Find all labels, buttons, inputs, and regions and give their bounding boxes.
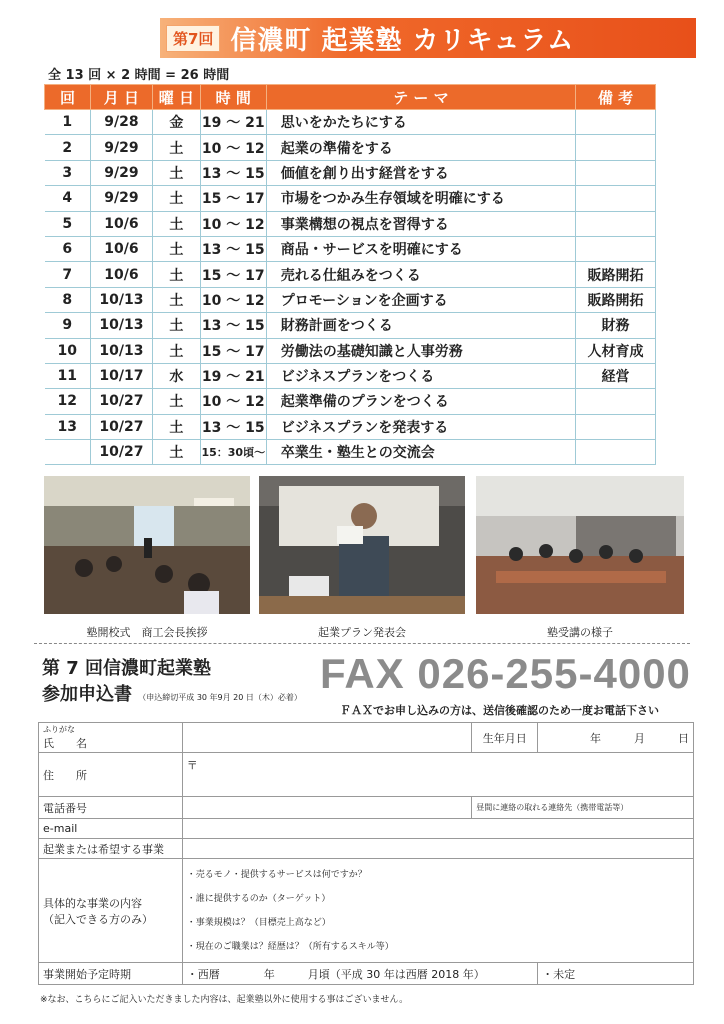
photo-plan-presentation [259, 476, 465, 614]
col-theme: テ ー マ [266, 85, 575, 110]
cell-date: 10/6 [90, 262, 152, 287]
cell-session: 2 [45, 135, 91, 160]
detail-bullet: ・売るモノ・提供するサービスは何ですか？ [186, 869, 367, 880]
curriculum-row [45, 363, 656, 388]
cell-session: 4 [45, 186, 91, 211]
cell-session: 9 [45, 313, 91, 338]
cell-note [576, 110, 656, 135]
cell-theme: 起業の準備をする [266, 135, 575, 160]
cell-date: 10/27 [90, 414, 152, 439]
cell-weekday: 水 [152, 363, 200, 388]
cell-time: 10 ～ 12 [200, 287, 266, 312]
name-label-cell [39, 723, 183, 753]
cell-date: 9/28 [90, 110, 152, 135]
cell-note [576, 211, 656, 236]
cell-time: 13 ～ 15 [200, 313, 266, 338]
cell-date: 10/6 [90, 211, 152, 236]
cell-note [576, 414, 656, 439]
email-field[interactable] [182, 819, 693, 839]
cell-weekday: 土 [152, 440, 200, 465]
col-note: 備 考 [576, 85, 656, 110]
cell-theme: 市場をつかみ生存領域を明確にする [266, 186, 575, 211]
cell-weekday: 土 [152, 338, 200, 363]
furigana-label: ふりがな [43, 725, 75, 734]
cell-weekday: 土 [152, 287, 200, 312]
cell-session: 11 [45, 363, 91, 388]
photo-caption-3: 塾受講の様子 [547, 626, 613, 639]
curriculum-row [45, 135, 656, 160]
birth-field[interactable]: 年 月 日 [538, 723, 694, 753]
cell-date: 9/29 [90, 160, 152, 185]
col-date: 月 日 [90, 85, 152, 110]
cell-note [576, 186, 656, 211]
curriculum-row [45, 389, 656, 414]
cell-time: 15 ～ 17 [200, 338, 266, 363]
col-weekday: 曜 日 [152, 85, 200, 110]
col-time: 時 間 [200, 85, 266, 110]
cell-theme: 事業構想の視点を習得する [266, 211, 575, 236]
curriculum-row [45, 440, 656, 465]
detail-bullet: ・誰に提供するのか（ターゲット） [186, 893, 331, 904]
cell-theme: 思いをかたちにする [266, 110, 575, 135]
cell-weekday: 土 [152, 160, 200, 185]
cell-session [45, 440, 91, 465]
cell-time: 15：30頃～ [200, 440, 266, 465]
start-field[interactable]: ・西暦 年 月頃（平成 30 年は西暦 2018 年） [182, 963, 537, 985]
name-field[interactable] [182, 723, 471, 753]
curriculum-row [45, 262, 656, 287]
cell-note [576, 389, 656, 414]
cell-time: 13 ～ 15 [200, 414, 266, 439]
day-contact-label[interactable]: 昼間に連絡の取れる連絡先（携帯電話等） [472, 797, 694, 819]
title-banner [160, 18, 696, 58]
edition-badge: 第7回 [166, 25, 220, 52]
cell-date: 10/6 [90, 236, 152, 261]
cell-theme: 売れる仕組みをつくる [266, 262, 575, 287]
cell-theme: 起業準備のプランをつくる [266, 389, 575, 414]
curriculum-row [45, 211, 656, 236]
cell-note: 経営 [576, 363, 656, 388]
cut-line [34, 643, 690, 644]
cell-session: 7 [45, 262, 91, 287]
cell-date: 10/27 [90, 389, 152, 414]
curriculum-table [44, 84, 656, 465]
postal-mark: 〒 [186, 759, 198, 772]
curriculum-row [45, 414, 656, 439]
cell-theme: ビジネスプランをつくる [266, 363, 575, 388]
cell-weekday: 土 [152, 211, 200, 236]
detail-bullet: ・事業規模は？（目標売上高など） [186, 917, 331, 928]
cell-note: 販路開拓 [576, 262, 656, 287]
business-label: 起業または希望する事業 [39, 839, 183, 859]
cell-weekday: 土 [152, 389, 200, 414]
cell-weekday: 土 [152, 236, 200, 261]
curriculum-row [45, 236, 656, 261]
cell-theme: 商品・サービスを明確にする [266, 236, 575, 261]
photo-class-session [476, 476, 684, 614]
cell-time: 10 ～ 12 [200, 211, 266, 236]
cell-date: 10/17 [90, 363, 152, 388]
deadline: （申込締切平成 30 年9月 20 日（木）必着） [138, 693, 302, 702]
curriculum-row [45, 338, 656, 363]
address-field[interactable] [182, 753, 693, 797]
detail-label-line2: （記入できる方のみ） [43, 912, 153, 926]
cell-session: 3 [45, 160, 91, 185]
cell-session: 8 [45, 287, 91, 312]
cell-date: 10/13 [90, 338, 152, 363]
cell-session: 1 [45, 110, 91, 135]
cell-theme: プロモーションを企画する [266, 287, 575, 312]
cell-session: 5 [45, 211, 91, 236]
page-title: 信濃町 起業塾 カリキュラム [230, 25, 575, 56]
detail-field[interactable] [182, 859, 693, 963]
cell-time: 15 ～ 17 [200, 262, 266, 287]
cell-session: 10 [45, 338, 91, 363]
photo-caption-2: 起業プラン発表会 [318, 626, 406, 639]
undecided-option[interactable]: ・未定 [538, 963, 694, 985]
cell-theme: 労働法の基礎知識と人事労務 [266, 338, 575, 363]
curriculum-row [45, 313, 656, 338]
cell-note: 人材育成 [576, 338, 656, 363]
curriculum-row [45, 110, 656, 135]
total-hours: 全 13 回 × 2 時間 = 26 時間 [48, 68, 230, 83]
fax-number: FAX 026-255-4000 [320, 650, 691, 697]
cell-note: 販路開拓 [576, 287, 656, 312]
cell-date: 9/29 [90, 186, 152, 211]
birth-label: 生年月日 [472, 723, 538, 753]
curriculum-row [45, 287, 656, 312]
cell-time: 10 ～ 12 [200, 389, 266, 414]
cell-note [576, 135, 656, 160]
cell-weekday: 金 [152, 110, 200, 135]
cell-theme: 財務計画をつくる [266, 313, 575, 338]
cell-time: 10 ～ 12 [200, 135, 266, 160]
cell-date: 9/29 [90, 135, 152, 160]
detail-label [39, 859, 183, 963]
fax-note: ＦＡＸでお申し込みの方は、送信後確認のため一度お電話下さい [340, 704, 659, 717]
cell-date: 10/27 [90, 440, 152, 465]
cell-weekday: 土 [152, 414, 200, 439]
cell-date: 10/13 [90, 313, 152, 338]
start-label: 事業開始予定時期 [39, 963, 183, 985]
address-label: 住 所 [39, 753, 183, 797]
cell-time: 13 ～ 15 [200, 160, 266, 185]
cell-note [576, 440, 656, 465]
curriculum-row [45, 186, 656, 211]
form-title-line2: 参加申込書 [42, 684, 132, 705]
footnote: ※なお、こちらにご記入いただきました内容は、起業塾以外に使用する事はございません。 [40, 995, 409, 1005]
curriculum-header [45, 85, 656, 110]
cell-session: 12 [45, 389, 91, 414]
photo-caption-1: 塾開校式 商工会長挨拶 [86, 626, 208, 639]
form-title [42, 656, 302, 711]
col-session: 回 [45, 85, 91, 110]
cell-note [576, 236, 656, 261]
detail-label-line1: 具体的な事業の内容 [43, 896, 142, 910]
cell-time: 15 ～ 17 [200, 186, 266, 211]
cell-weekday: 土 [152, 186, 200, 211]
name-label: 氏 名 [43, 737, 87, 750]
cell-date: 10/13 [90, 287, 152, 312]
detail-bullet: ・現在のご職業は？経歴は？（所有するスキル等） [186, 941, 394, 952]
application-form [38, 722, 694, 985]
phone-label: 電話番号 [39, 797, 183, 819]
cell-weekday: 土 [152, 313, 200, 338]
cell-time: 13 ～ 15 [200, 236, 266, 261]
cell-note: 財務 [576, 313, 656, 338]
cell-weekday: 土 [152, 262, 200, 287]
cell-time: 19 ～ 21 [200, 363, 266, 388]
curriculum-row [45, 160, 656, 185]
cell-session: 13 [45, 414, 91, 439]
cell-theme: ビジネスプランを発表する [266, 414, 575, 439]
cell-theme: 価値を創り出す経営をする [266, 160, 575, 185]
cell-session: 6 [45, 236, 91, 261]
cell-theme: 卒業生・塾生との交流会 [266, 440, 575, 465]
cell-weekday: 土 [152, 135, 200, 160]
email-label: e-mail [39, 819, 183, 839]
cell-note [576, 160, 656, 185]
cell-time: 19 ～ 21 [200, 110, 266, 135]
form-title-line1: 第 7 回信濃町起業塾 [42, 658, 212, 679]
photo-opening-ceremony [44, 476, 250, 614]
business-field[interactable] [182, 839, 693, 859]
phone-field[interactable] [182, 797, 471, 819]
